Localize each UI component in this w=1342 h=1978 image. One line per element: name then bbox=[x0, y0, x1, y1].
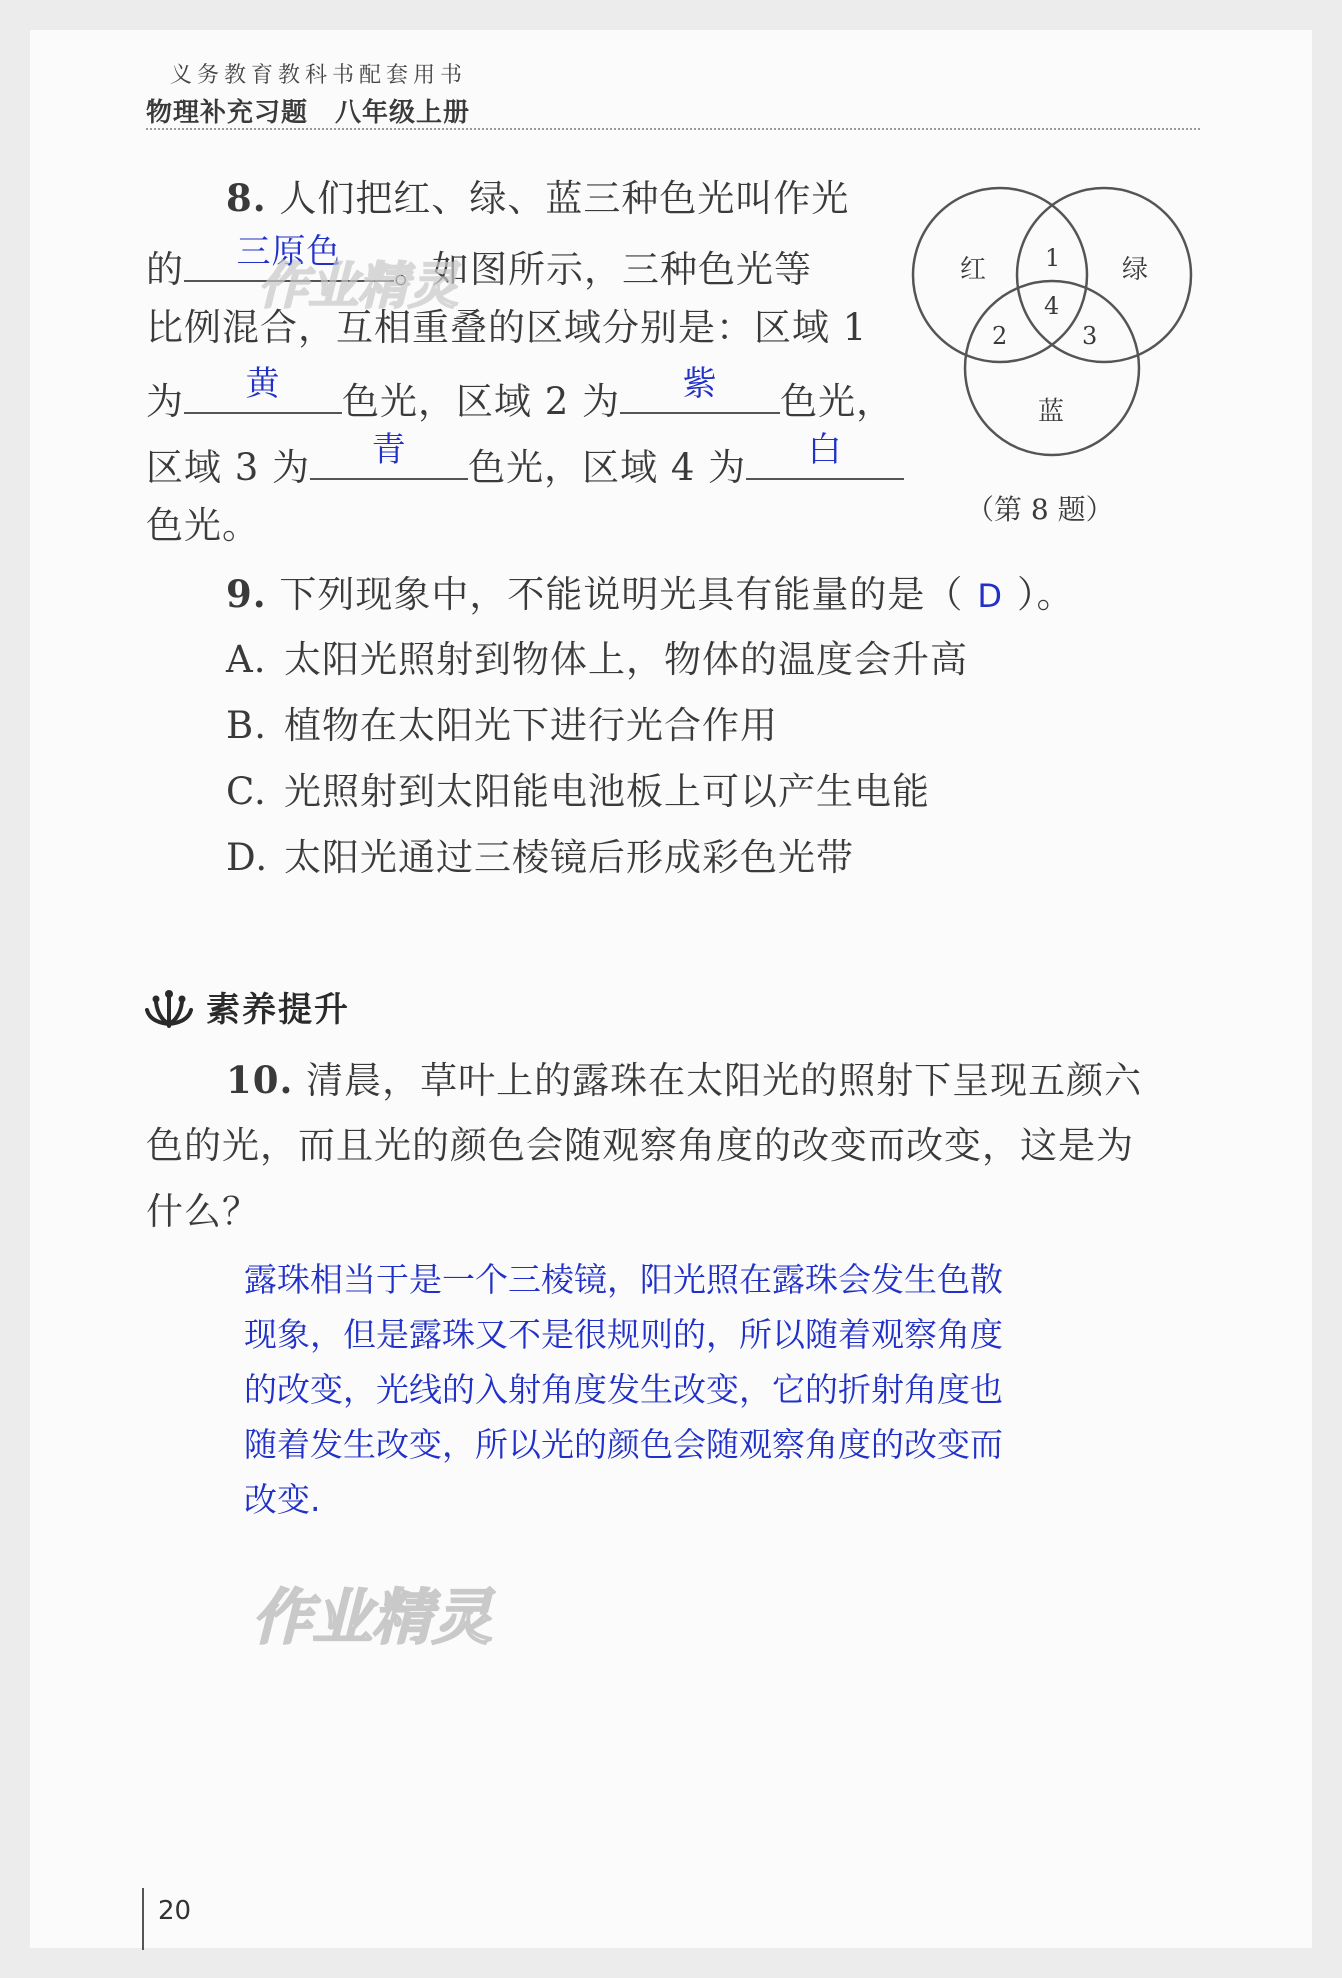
region-3: 3 bbox=[1082, 322, 1098, 350]
option-text: 太阳光照射到物体上，物体的温度会升高 bbox=[284, 638, 968, 681]
q8-text-2a: 的 bbox=[146, 248, 184, 291]
q9-text-a: 下列现象中，不能说明光具有能量的是（ bbox=[279, 573, 964, 616]
q8-blank-5 bbox=[746, 430, 904, 480]
q10-text-1: 清晨，草叶上的露珠在太阳光的照射下呈现五颜六 bbox=[306, 1059, 1143, 1102]
watermark-small: 作业精灵 bbox=[258, 257, 458, 315]
q8-text-1: 人们把红、绿、蓝三种色光叫作光 bbox=[279, 177, 850, 220]
q8-answer-5: 白 bbox=[807, 430, 843, 470]
q8-text-5b: 色光，区域 4 为 bbox=[468, 446, 747, 489]
q9-text-b: ）。 bbox=[1017, 573, 1075, 616]
option-text: 光照射到太阳能电池板上可以产生电能 bbox=[284, 770, 930, 813]
option-letter: B. bbox=[226, 704, 267, 747]
q8-blank-2 bbox=[184, 364, 342, 414]
q8-blank-3 bbox=[620, 364, 780, 414]
crown-icon bbox=[144, 984, 194, 1030]
q9-option-b bbox=[226, 704, 778, 748]
q10-line-1 bbox=[226, 1058, 1142, 1103]
green-circle bbox=[1017, 188, 1191, 362]
figure-caption: （第 8 题） bbox=[966, 493, 1114, 526]
q8-line-6: 色光。 bbox=[146, 504, 260, 547]
q8-text-4c: 色光， bbox=[780, 380, 895, 423]
q8-answer-3: 紫 bbox=[682, 364, 718, 404]
q10-answer bbox=[244, 1252, 1144, 1527]
q9-option-c bbox=[226, 770, 930, 814]
series-title: 义务教育教科书配套用书 bbox=[170, 63, 468, 88]
q8-line-5 bbox=[146, 430, 904, 490]
option-text: 太阳光通过三棱镜后形成彩色光带 bbox=[284, 836, 854, 879]
label-green: 绿 bbox=[1122, 255, 1149, 285]
q10-line-2: 色的光，而且光的颜色会随观察角度的改变而改变，这是为 bbox=[146, 1124, 1134, 1167]
q8-answer-1: 三原色 bbox=[236, 232, 342, 272]
watermark-large: 作业精灵 bbox=[252, 1583, 492, 1653]
section-heading bbox=[144, 982, 350, 1031]
q9-stem bbox=[226, 572, 1075, 618]
option-letter: D. bbox=[226, 836, 269, 879]
q9-option-d bbox=[226, 836, 854, 880]
q9-number: 9. bbox=[226, 572, 267, 616]
q8-text-4b: 色光，区域 2 为 bbox=[342, 380, 621, 423]
q8-answer-4: 青 bbox=[371, 430, 407, 470]
answer-line: 改变. bbox=[244, 1480, 321, 1519]
book-title: 物理补充习题 八年级上册 bbox=[146, 98, 471, 128]
q8-line-3: 比例混合，互相重叠的区域分别是：区域 1 bbox=[146, 306, 868, 349]
q8-line-4 bbox=[146, 364, 895, 424]
q8-text-4a: 为 bbox=[146, 380, 184, 423]
q10-line-3: 什么？ bbox=[146, 1190, 260, 1233]
q8-line-1 bbox=[226, 176, 849, 221]
answer-line: 露珠相当于是一个三棱镜，阳光照在露珠会发生色散 bbox=[244, 1260, 1003, 1299]
region-1: 1 bbox=[1045, 244, 1061, 272]
q8-number: 8. bbox=[226, 176, 267, 220]
q8-line-2 bbox=[146, 232, 812, 292]
header-divider bbox=[146, 128, 1200, 130]
label-blue: 蓝 bbox=[1038, 397, 1065, 427]
option-letter: C. bbox=[226, 770, 267, 813]
color-venn-diagram bbox=[900, 180, 1210, 470]
label-red: 红 bbox=[960, 255, 987, 285]
answer-line: 现象，但是露珠又不是很规则的，所以随着观察角度 bbox=[244, 1315, 1003, 1354]
region-4: 4 bbox=[1044, 292, 1060, 320]
option-text: 植物在太阳光下进行光合作用 bbox=[284, 704, 778, 747]
option-letter: A. bbox=[226, 638, 267, 681]
q9-option-a bbox=[226, 638, 968, 682]
section-title: 素养提升 bbox=[206, 990, 350, 1030]
page-number: 20 bbox=[158, 1896, 192, 1926]
region-2: 2 bbox=[992, 322, 1008, 350]
page-number-bar bbox=[142, 1888, 144, 1950]
q8-blank-4 bbox=[310, 430, 468, 480]
q8-text-5a: 区域 3 为 bbox=[146, 446, 311, 489]
answer-line: 的改变，光线的入射角度发生改变，它的折射角度也 bbox=[244, 1370, 1003, 1409]
q9-answer: D bbox=[977, 577, 1004, 615]
q8-text-2b: 。如图所示，三种色光等 bbox=[394, 248, 812, 291]
q8-answer-2: 黄 bbox=[245, 364, 281, 404]
q10-number: 10. bbox=[226, 1058, 294, 1102]
answer-line: 随着发生改变，所以光的颜色会随观察角度的改变而 bbox=[244, 1425, 1003, 1464]
